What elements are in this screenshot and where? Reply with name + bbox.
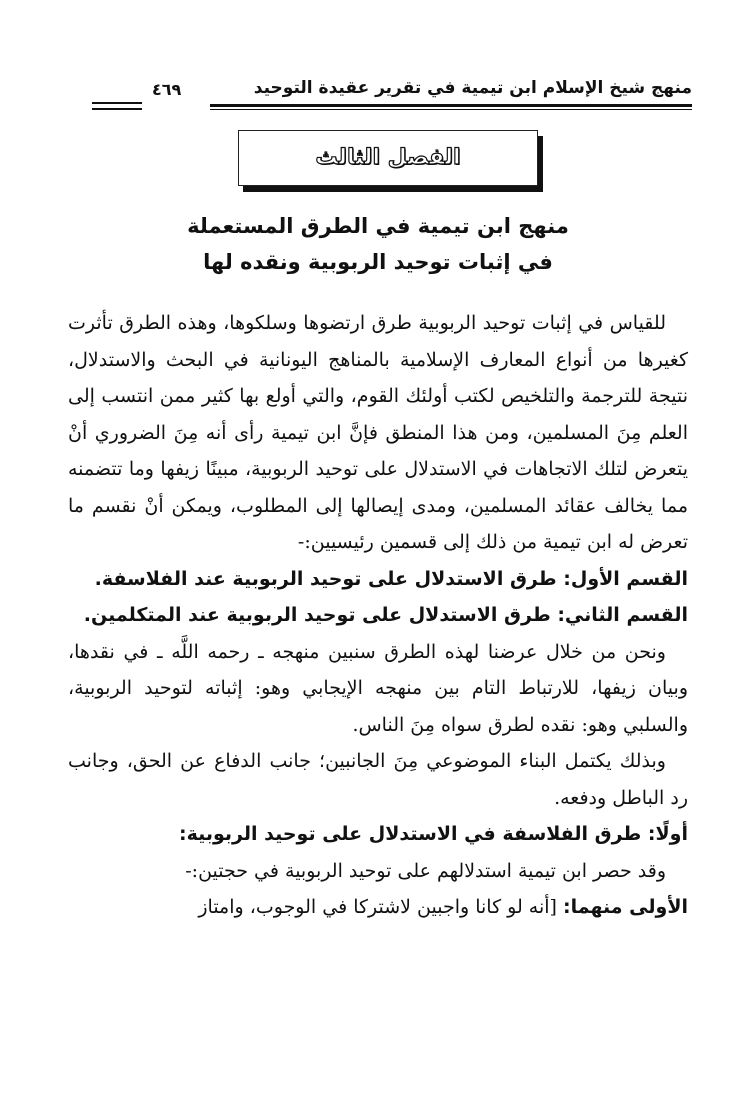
body-text xyxy=(68,305,688,926)
division-part-1: القسم الأول: طرق الاستدلال على توحيد الربوبية عند الفلاسفة. xyxy=(94,567,688,590)
chapter-title-box xyxy=(238,130,538,186)
header-dash-bottom xyxy=(92,108,142,110)
subheading-philosophers: أولًا: طرق الفلاسفة في الاستدلال على توحيد الربوبية: xyxy=(178,823,688,845)
paragraph-completion: وبذلك يكتمل البناء الموضوعي مِنَ الجانبين؛ جانب الدفاع عن الحق، وجانب رد الباطل ودفعه. xyxy=(68,750,688,809)
chapter-title: الفصل الثالث xyxy=(315,145,461,170)
header-rule-thick xyxy=(210,104,692,107)
header-rule-thin xyxy=(210,109,692,110)
header-dash-top xyxy=(92,102,142,104)
first-argument-text: [أنه لو كانا واجبين لاشتركا في الوجوب، وامتاز xyxy=(198,896,564,918)
header-title: منهج شيخ الإسلام ابن تيمية في تقرير عقيدة التوحيد xyxy=(253,78,692,98)
paragraph-first-argument xyxy=(68,889,688,926)
section-title-line-2: في إثبات توحيد الربوبية ونقده لها xyxy=(203,250,553,274)
section-title xyxy=(80,208,676,280)
page-number: ٤٦٩ xyxy=(152,80,182,99)
first-argument-label: الأولى منهما: xyxy=(563,896,688,918)
running-header xyxy=(92,78,692,108)
paragraph-intro: للقياس في إثبات توحيد الربوبية طرق ارتضوها وسلكوها، وهذه الطرق تأثرت كغيرها من أنواع المعارف الإسلامية بالمناهج اليونانية في البحث والاستدلال، نتيجة للترجمة والتلخيص لكتب أولئك القوم، والتي أولع بها كثير ممن انتسب إلى العلم مِنَ المسلمين، ومن هذا المنطق فإنَّ ابن تيمية رأى أنه مِنَ الضروري أنْ يتعرض لتلك الاتجاهات في الاستدلال على توحيد الربوبية، مبينًا زيفها وما تتضمنه مما يخالف عقائد المسلمين، ومدى إيصالها إلى المطلوب، ويمكن أنْ نقسم ما تعرض له ابن تيمية من ذلك إلى قسمين رئيسيين:- xyxy=(68,312,688,553)
division-part-2: القسم الثاني: طرق الاستدلال على توحيد الربوبية عند المتكلمين. xyxy=(83,604,688,626)
paragraph-method: ونحن من خلال عرضنا لهذه الطرق سنبين منهجه ـ رحمه اللَّه ـ في نقدها، وبيان زيفها، للارتباط التام بين منهجه الإيجابي وهو: إثباته لتوحيد الربوبية، والسلبي وهو: نقده لطرق سواه مِنَ الناس. xyxy=(68,640,688,736)
section-title-line-1: منهج ابن تيمية في الطرق المستعملة xyxy=(187,214,569,238)
paragraph-two-arguments: وقد حصر ابن تيمية استدلالهم على توحيد الربوبية في حجتين:- xyxy=(185,859,666,882)
